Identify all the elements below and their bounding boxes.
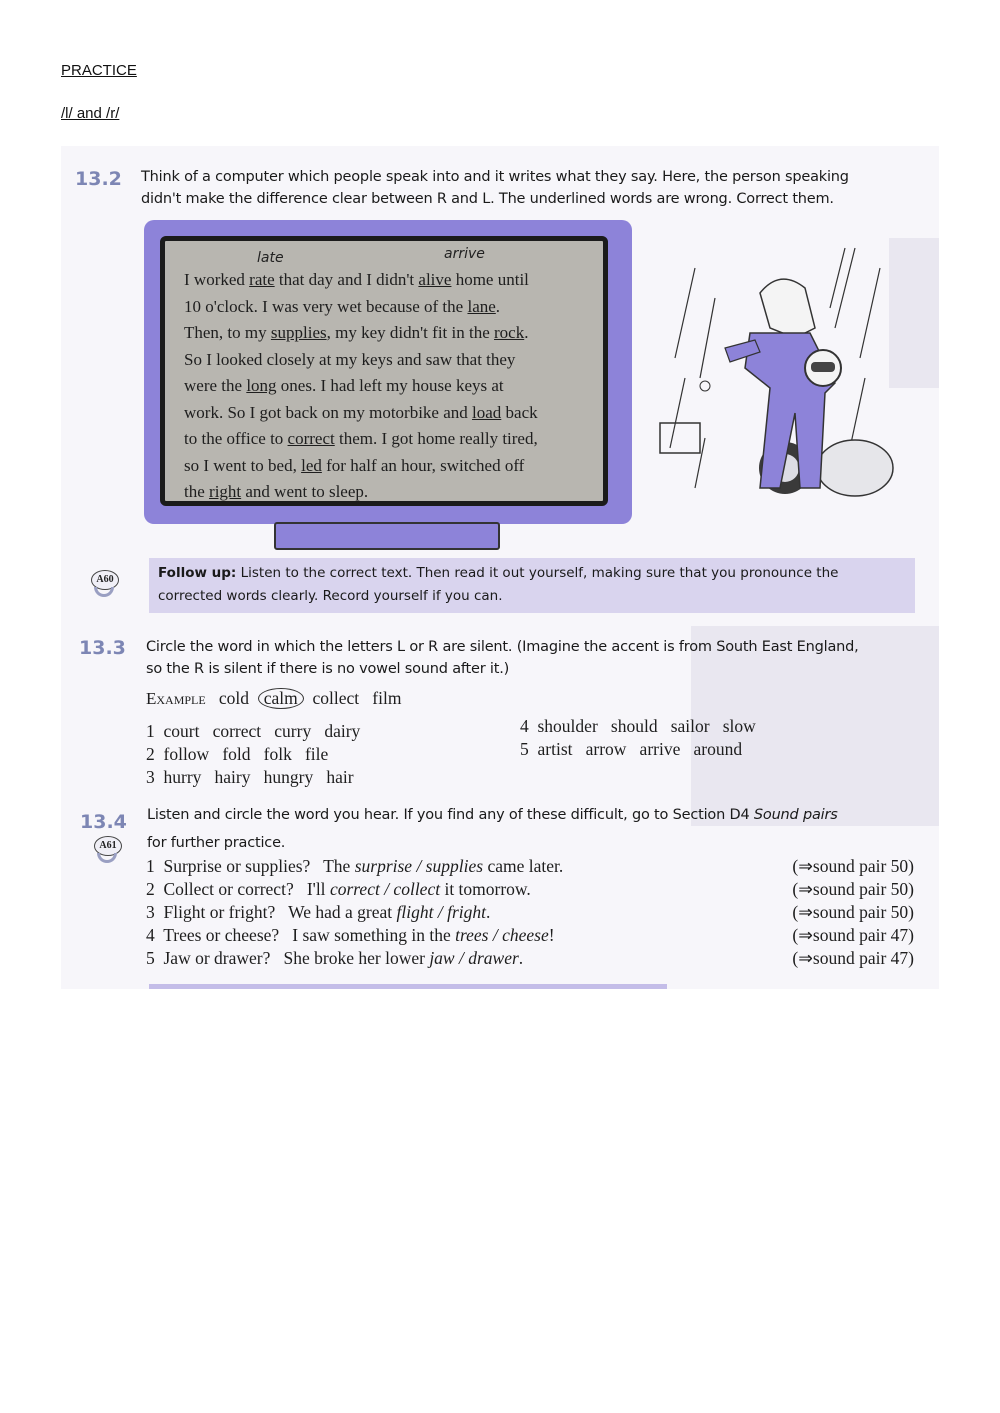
item-question: Collect or correct? — [163, 879, 294, 899]
item-sentence-end: . — [485, 902, 491, 922]
item-13-3-3: 3 hurry hairy hungry hair — [146, 767, 354, 787]
audio-track-a60-icon — [91, 570, 119, 600]
story-text: ones. I had left my house keys at — [276, 376, 504, 395]
exercise-13-2-instruction-line-1: Think of a computer which people speak into and it writes what they say. Here, the person speaking — [141, 169, 849, 185]
headphones-icon — [97, 853, 117, 863]
story-text: , my key didn't fit in the — [326, 323, 495, 342]
item-13-3-5: 5 artist arrow arrive around — [520, 739, 743, 759]
example-remaining-words: collect film — [312, 688, 402, 708]
follow-up-line-1: Listen to the correct text. Then read it out yourself, making sure that you pronounce the — [236, 565, 839, 581]
story-line — [184, 320, 604, 347]
exercise-number-13-4: 13.4 — [80, 811, 127, 833]
sound-pair-reference: (⇒sound pair 50) — [792, 856, 914, 876]
audio-track-label: A61 — [94, 836, 122, 856]
item-13-3-4: 4 shoulder should sailor slow — [520, 716, 756, 736]
item-number: 1 — [146, 856, 155, 876]
story-line — [184, 373, 604, 400]
page-subheading-sounds: /l/ and /r/ — [61, 105, 120, 122]
exercise-number-13-2: 13.2 — [75, 168, 122, 190]
sound-pair-reference: (⇒sound pair 50) — [792, 902, 914, 922]
exercise-13-3-instruction-line-2: so the R is silent if there is no vowel sound after it.) — [146, 661, 510, 677]
sound-pair-reference: (⇒sound pair 47) — [792, 948, 914, 968]
item-number: 4 — [146, 925, 155, 945]
story-text: and went to sleep. — [241, 482, 369, 501]
story-text: to the office to — [184, 429, 288, 448]
audio-track-a61-icon — [94, 836, 122, 866]
follow-up-text — [158, 562, 908, 608]
underlined-wrong-word: load — [472, 402, 502, 422]
underlined-wrong-word: lane — [467, 296, 496, 316]
sound-pair-reference: (⇒sound pair 47) — [792, 925, 914, 945]
instruction-text: Listen and circle the word you hear. If you find any of these difficult, go to Section D4 — [147, 807, 754, 823]
item-sentence-start: I saw something in the — [292, 925, 456, 945]
item-sentence-end: it tomorrow. — [440, 879, 531, 899]
monitor-stand — [274, 522, 500, 550]
item-sentence-start: We had a great — [288, 902, 397, 922]
follow-up-line-2: corrected words clearly. Record yourself if you can. — [158, 588, 503, 604]
bottom-color-bar — [149, 984, 667, 989]
underlined-wrong-word: alive — [418, 270, 452, 289]
underlined-wrong-word: correct — [287, 429, 335, 448]
underlined-wrong-word: right — [209, 482, 242, 501]
story-text: Then, to my — [184, 323, 271, 342]
exercise-13-4-item — [146, 879, 531, 900]
item-word-choice: jaw / drawer — [429, 948, 519, 968]
story-text: work. So I got back on my motorbike and — [184, 402, 473, 422]
story-text: back — [501, 402, 538, 422]
item-sentence-start: She broke her lower — [283, 948, 430, 968]
underlined-wrong-word: supplies — [270, 323, 327, 342]
story-line — [184, 347, 604, 374]
example-label: Example — [146, 689, 206, 708]
person-in-rain-illustration — [655, 238, 895, 520]
story-text: that day and I didn't — [274, 270, 419, 289]
story-text: 10 o'clock. I was very wet because of the — [184, 296, 468, 316]
item-13-3-1: 1 court correct curry dairy — [146, 721, 361, 741]
exercise-13-4-item — [146, 902, 490, 923]
exercise-13-4-instruction-line-1 — [147, 804, 838, 827]
item-question: Jaw or drawer? — [163, 948, 271, 968]
sound-pair-reference: (⇒sound pair 50) — [792, 879, 914, 899]
story-line — [184, 267, 604, 294]
story-text: were the — [184, 376, 247, 395]
item-number: 2 — [146, 879, 155, 899]
exercise-13-4-item — [146, 856, 563, 877]
item-question: Surprise or supplies? — [163, 856, 311, 876]
item-number: 5 — [146, 948, 155, 968]
scanned-textbook-page — [61, 146, 939, 989]
story-text: I worked — [184, 270, 250, 289]
exercise-number-13-3: 13.3 — [79, 637, 126, 659]
item-sentence-start: I'll — [306, 879, 330, 899]
story-line — [184, 426, 604, 453]
item-word-choice: trees / cheese — [455, 925, 549, 945]
item-13-3-2: 2 follow fold folk file — [146, 744, 329, 764]
story-line — [184, 453, 604, 480]
instruction-italic-text: Sound pairs — [753, 807, 838, 823]
story-text: . — [524, 323, 529, 342]
underlined-wrong-word: rate — [249, 270, 275, 289]
item-question: Trees or cheese? — [163, 925, 280, 945]
follow-up-label: Follow up: — [158, 565, 237, 581]
story-line — [184, 400, 604, 427]
item-word-choice: flight / fright — [396, 902, 486, 922]
headphones-icon — [94, 587, 114, 597]
item-word-choice: correct / collect — [329, 879, 441, 899]
handwritten-correction-arrive: arrive — [444, 246, 485, 262]
item-sentence-end: . — [518, 948, 524, 968]
exercise-13-2-instruction-line-2: didn't make the difference clear between R and L. The underlined words are wrong. Correct them. — [141, 191, 834, 207]
exercise-13-4-item — [146, 925, 555, 946]
example-circled-word: calm — [258, 688, 304, 709]
exercise-13-3-instruction-line-1: Circle the word in which the letters L or R are silent. (Imagine the accent is from South East England, — [146, 639, 859, 655]
story-line — [184, 294, 604, 321]
item-sentence-end: came later. — [483, 856, 564, 876]
exercise-13-4-item — [146, 948, 523, 969]
example-row — [146, 688, 401, 709]
audio-track-label: A60 — [91, 570, 119, 590]
item-number: 3 — [146, 902, 155, 922]
story-text: . — [495, 296, 501, 316]
story-text: So I looked closely at my keys and saw that they — [184, 349, 516, 369]
story-text: them. I got home really tired, — [334, 429, 538, 448]
underlined-wrong-word: rock — [494, 323, 525, 342]
underlined-wrong-word: led — [301, 455, 322, 475]
story-text: the — [184, 482, 210, 501]
exercise-13-4-instruction-line-2: for further practice. — [147, 835, 286, 851]
story-text: for half an hour, switched off — [321, 455, 525, 475]
bleed-through-shape — [889, 238, 939, 388]
item-word-choice: surprise / supplies — [354, 856, 484, 876]
story-text: home until — [451, 270, 529, 289]
item-sentence-start: The — [323, 856, 355, 876]
page-heading-practice: PRACTICE — [61, 62, 137, 79]
story-text: so I went to bed, — [184, 455, 302, 475]
dictated-story-text — [184, 267, 604, 506]
item-sentence-end: ! — [548, 925, 555, 945]
underlined-wrong-word: long — [246, 376, 277, 395]
example-word-cold: cold — [218, 688, 249, 708]
story-line — [184, 479, 604, 506]
handwritten-correction-late: late — [257, 250, 284, 266]
item-question: Flight or fright? — [163, 902, 276, 922]
